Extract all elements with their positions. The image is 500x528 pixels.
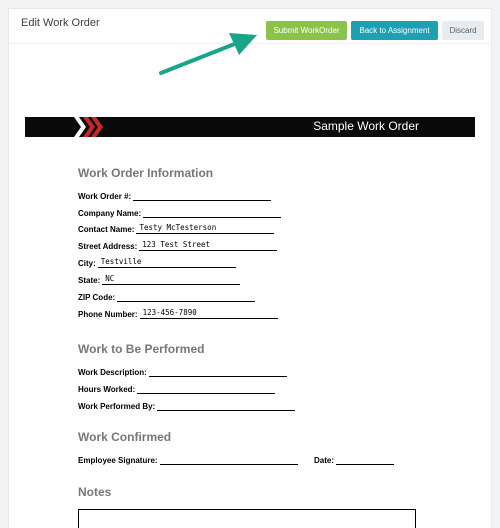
employee-signature-input[interactable] <box>160 453 298 465</box>
field-hours-worked <box>78 382 275 396</box>
field-label: ZIP Code: <box>78 293 116 302</box>
section-heading-info: Work Order Information <box>78 166 214 180</box>
field-zip-code <box>78 290 255 304</box>
field-street-address <box>78 239 277 253</box>
field-label: Contact Name: <box>78 225 135 234</box>
phone-number-input[interactable] <box>140 307 278 319</box>
page-title: Edit Work Order <box>21 17 100 29</box>
work-order-number-input[interactable] <box>133 189 271 201</box>
document-title: Sample Work Order <box>313 119 419 133</box>
field-city <box>78 256 236 270</box>
field-company-name <box>78 206 281 220</box>
field-work-performed-by <box>78 399 295 413</box>
field-label: State: <box>78 276 101 285</box>
zip-code-input[interactable] <box>117 290 255 302</box>
field-label: Work Performed By: <box>78 402 156 411</box>
date-input[interactable] <box>336 453 394 465</box>
field-work-description <box>78 365 287 379</box>
field-label: Hours Worked: <box>78 385 136 394</box>
field-employee-signature <box>78 453 298 467</box>
field-label: Employee Signature: <box>78 456 158 465</box>
discard-button[interactable]: Discard <box>442 21 484 40</box>
field-label: Company Name: <box>78 209 142 218</box>
arrow-pointing-icon <box>157 29 269 79</box>
field-label: Work Order #: <box>78 192 132 201</box>
field-work-order-number <box>78 189 271 203</box>
field-label: Phone Number: <box>78 310 138 319</box>
contact-name-input[interactable] <box>136 222 274 234</box>
field-label: Date: <box>314 456 335 465</box>
field-value: Testville <box>100 257 142 266</box>
document-banner <box>25 117 475 137</box>
field-label: City: <box>78 259 96 268</box>
notes-textarea[interactable] <box>78 509 416 528</box>
company-name-input[interactable] <box>143 206 281 218</box>
field-state <box>78 273 240 287</box>
field-contact-name <box>78 222 274 236</box>
field-phone-number <box>78 307 278 321</box>
section-heading-work: Work to Be Performed <box>78 342 205 356</box>
work-performed-by-input[interactable] <box>157 399 295 411</box>
section-heading-confirmed: Work Confirmed <box>78 430 172 444</box>
field-date <box>314 453 394 467</box>
field-label: Street Address: <box>78 242 138 251</box>
section-heading-notes: Notes <box>78 485 112 499</box>
field-label: Work Description: <box>78 368 147 377</box>
chevron-right-icon <box>83 117 105 137</box>
state-input[interactable] <box>102 273 240 285</box>
city-input[interactable] <box>98 256 236 268</box>
back-to-assignment-button[interactable]: Back to Assignment <box>351 21 438 40</box>
field-value: 123 Test Street <box>142 240 211 249</box>
work-description-input[interactable] <box>149 365 287 377</box>
field-value: Testy McTesterson <box>139 223 217 232</box>
submit-workorder-button[interactable]: Submit WorkOrder <box>266 21 347 40</box>
field-value: 123-456-7890 <box>142 308 197 317</box>
street-address-input[interactable] <box>139 239 277 251</box>
work-order-editor <box>8 8 492 528</box>
hours-worked-input[interactable] <box>137 382 275 394</box>
field-value: NC <box>105 274 115 283</box>
